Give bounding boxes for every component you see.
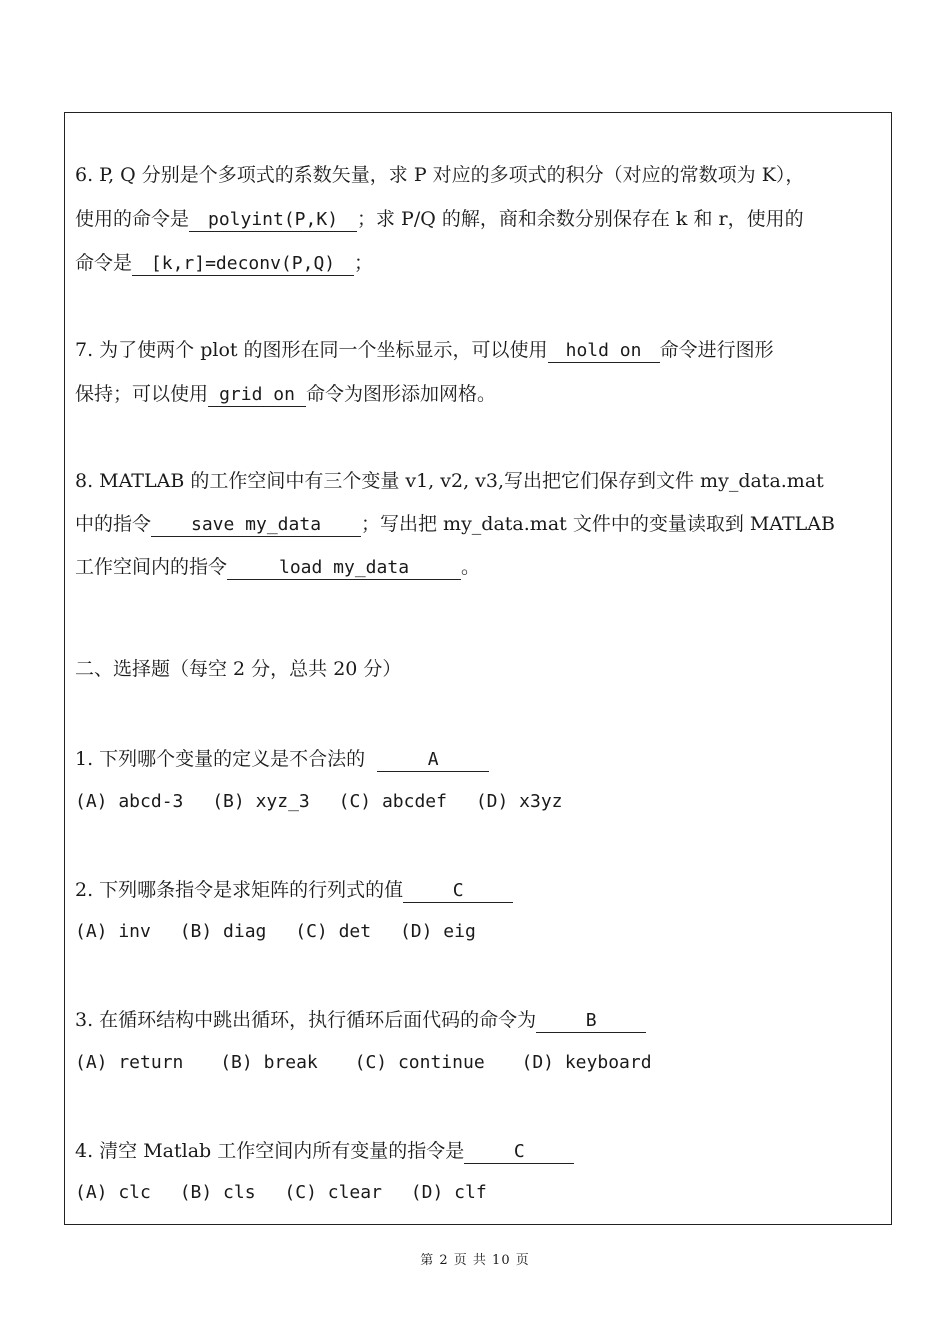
q6-line1: 6. P, Q 分别是个多项式的系数矢量，求 P 对应的多项式的积分（对应的常数项为 K）， (75, 164, 805, 186)
q7-line2-suffix: 命令为图形添加网格。 (306, 383, 497, 405)
q8-answer-load: load my_data (227, 557, 461, 580)
mc1-option-b: (B) xyz_3 (212, 791, 310, 812)
q6-answer-deconv: [k,r]=deconv(P,Q) (132, 253, 354, 276)
mc4-option-c: (C) clear (284, 1182, 382, 1203)
q6-line2 (75, 207, 804, 232)
q7-line1-suffix: 命令进行图形 (659, 339, 774, 361)
q6-answer-polyint: polyint(P,K) (189, 209, 357, 232)
mc4-question (75, 1139, 574, 1164)
q8-line2 (75, 512, 835, 537)
section2-title: 二、选择题（每空 2 分，总共 20 分） (75, 658, 402, 680)
mc4-option-b: (B) cls (179, 1182, 256, 1203)
mc4-answer: C (464, 1141, 574, 1164)
mc4-option-a: (A) clc (75, 1182, 151, 1203)
mc2-option-c: (C) det (295, 921, 372, 942)
mc3-option-d: (D) keyboard (521, 1052, 652, 1073)
q7-line1-prefix: 7. 为了使两个 plot 的图形在同一个坐标显示，可以使用 (75, 339, 548, 361)
mc3-option-b: (B) break (220, 1052, 318, 1073)
mc1-question-text: 1. 下列哪个变量的定义是不合法的 (75, 748, 366, 770)
mc3-option-c: (C) continue (354, 1052, 485, 1073)
q7-line2 (75, 382, 496, 407)
mc2-answer: C (403, 880, 513, 903)
q8-line2-suffix: ；写出把 my_data.mat 文件中的变量读取到 MATLAB (361, 513, 835, 535)
mc2-question-text: 2. 下列哪条指令是求矩阵的行列式的值 (75, 879, 404, 901)
q8-line3 (75, 555, 480, 580)
q7-line1 (75, 338, 774, 363)
mc4-question-text: 4. 清空 Matlab 工作空间内所有变量的指令是 (75, 1140, 465, 1162)
mc2-option-b: (B) diag (179, 921, 267, 942)
mc3-answer: B (536, 1010, 646, 1033)
mc1-answer: A (377, 749, 489, 772)
q6-line3-prefix: 命令是 (75, 252, 133, 274)
mc4-options (75, 1182, 487, 1203)
mc1-option-d: (D) x3yz (475, 791, 563, 812)
mc1-question (75, 747, 489, 772)
q7-line2-prefix: 保持；可以使用 (75, 383, 209, 405)
q7-answer-grid-on: grid on (208, 384, 306, 407)
mc3-option-a: (A) return (75, 1052, 184, 1073)
mc3-question (75, 1008, 646, 1033)
mc2-options (75, 921, 476, 942)
mc2-question (75, 878, 513, 903)
mc3-options (75, 1052, 652, 1073)
q8-line2-prefix: 中的指令 (75, 513, 152, 535)
mc3-question-text: 3. 在循环结构中跳出循环，执行循环后面代码的命令为 (75, 1009, 537, 1031)
q7-answer-hold-on: hold on (548, 340, 660, 363)
q8-answer-save: save my_data (151, 514, 361, 537)
q6-line2-suffix: ；求 P/Q 的解，商和余数分别保存在 k 和 r，使用的 (357, 208, 804, 230)
mc1-option-a: (A) abcd-3 (75, 791, 184, 812)
q8-line3-prefix: 工作空间内的指令 (75, 556, 228, 578)
q6-line3-suffix: ； (354, 252, 374, 274)
q6-line3 (75, 251, 373, 276)
q6-line2-prefix: 使用的命令是 (75, 208, 190, 230)
q8-line1: 8. MATLAB 的工作空间中有三个变量 v1, v2, v3,写出把它们保存到文件 my_data.mat (75, 470, 824, 492)
q8-line3-suffix: 。 (461, 556, 481, 578)
mc4-option-d: (D) clf (410, 1182, 487, 1203)
mc1-option-c: (C) abcdef (338, 791, 447, 812)
mc2-option-d: (D) eig (399, 921, 476, 942)
page-footer: 第 2 页 共 10 页 (420, 1253, 530, 1268)
mc2-option-a: (A) inv (75, 921, 151, 942)
mc1-options (75, 791, 563, 812)
